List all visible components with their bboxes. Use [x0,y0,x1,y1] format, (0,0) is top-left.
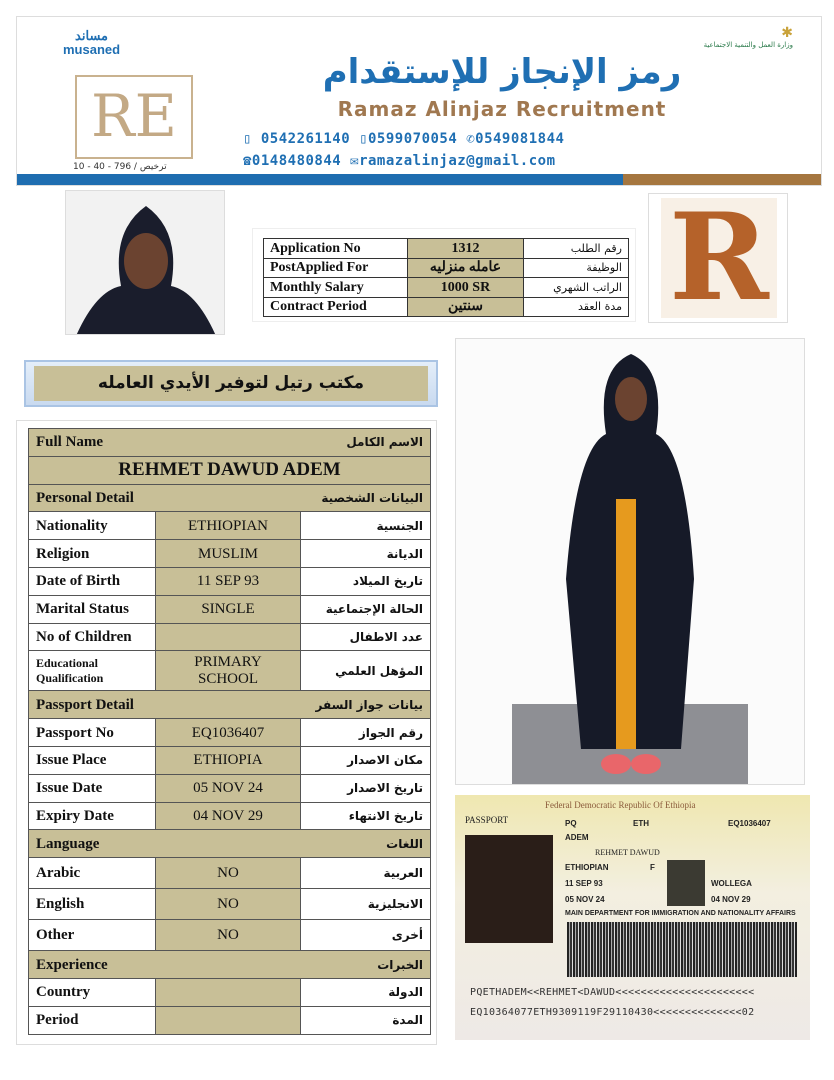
field-label: Expiry Date [29,802,156,830]
passport-pob: WOLLEGA [711,879,752,888]
personal-row [29,540,431,568]
field-value: عامله منزليه [408,258,524,278]
section-header-language [29,830,431,858]
field-label-arabic: الديانة [301,540,431,568]
field-value: EQ1036407 [156,719,301,747]
field-label: Nationality [29,512,156,540]
field-label-arabic: الدولة [301,978,431,1006]
field-label: English [29,889,156,920]
office-logo [648,187,788,328]
field-label-arabic: تاريخ الميلاد [301,567,431,595]
field-label-arabic: مدة العقد [524,297,629,317]
field-value: سنتين [408,297,524,317]
application-row [264,239,629,259]
field-label: Marital Status [29,595,156,623]
passport-ghost-photo [667,860,705,906]
field-label: Issue Place [29,746,156,774]
cv-table [28,428,431,1035]
section-title-arabic: اللغات [386,836,423,851]
passport-label: PASSPORT [465,815,509,825]
field-value: 11 SEP 93 [156,567,301,595]
section-header-passport [29,691,431,719]
passport-given-names: REHMET DAWUD [595,848,660,857]
section-header-personal [29,484,431,512]
field-label-arabic: مكان الاصدار [301,746,431,774]
passport-barcode [567,922,797,977]
experience-row [29,1006,431,1034]
field-value: ETHIOPIA [156,746,301,774]
section-title: Personal Detail [36,489,134,506]
section-title-arabic: الاسم الكامل [346,435,423,450]
field-label-arabic: الحالة الإجتماعية [301,595,431,623]
passport-issue-date: 05 NOV 24 [565,895,605,904]
section-title-arabic: البيانات الشخصية [321,490,423,505]
application-row [264,297,629,317]
field-value: NO [156,920,301,951]
field-label: Monthly Salary [264,278,408,298]
field-label: Other [29,920,156,951]
field-label: No of Children [29,623,156,651]
section-header-full_name [29,429,431,457]
field-label-arabic: تاريخ الانتهاء [301,802,431,830]
phone-numbers: ▯ 0542261140 ▯0599070054 ✆0549081844 [243,131,565,147]
field-label: Religion [29,540,156,568]
passport-type: PQ [565,819,577,828]
field-value: 1312 [408,239,524,259]
language-row [29,858,431,889]
field-value: NO [156,858,301,889]
field-value: NO [156,889,301,920]
tel-email: ☎0148480844 ✉ramazalinjaz@gmail.com [243,153,556,169]
passport-row [29,774,431,802]
field-label-arabic: الجنسية [301,512,431,540]
field-label: PostApplied For [264,258,408,278]
agency-header [16,16,822,186]
field-value: SINGLE [156,595,301,623]
full-body-photo [455,338,805,785]
section-title-arabic: بيانات جواز السفر [315,697,423,712]
field-label-arabic: عدد الاطفال [301,623,431,651]
language-row [29,920,431,951]
passport-row [29,746,431,774]
experience-row [29,978,431,1006]
section-title-arabic: الخبرات [377,957,423,972]
language-row [29,889,431,920]
field-value [156,623,301,651]
application-panel [252,228,636,322]
personal-row [29,651,431,691]
ministry-logo [704,25,793,50]
office-name: مكتب رتيل لتوفير الأيدي العامله [34,366,428,401]
field-label: Issue Date [29,774,156,802]
field-value: 1000 SR [408,278,524,298]
field-label-arabic: تاريخ الاصدار [301,774,431,802]
section-title: Language [36,835,100,852]
field-value: PRIMARY SCHOOL [156,651,301,691]
passport-nationality: ETHIOPIAN [565,863,609,872]
portrait-photo [65,190,225,335]
palm-icon: ✱ [781,25,793,41]
agency-title-arabic: رمز الإنجاز للإستقدام [322,52,682,92]
passport-photo [465,835,553,943]
field-label: Passport No [29,719,156,747]
field-value: MUSLIM [156,540,301,568]
field-label: Contract Period [264,297,408,317]
field-value [156,1006,301,1034]
passport-country: ETH [633,819,649,828]
passport-sex: F [650,863,655,872]
license-number: ترخيص / 796 - 40 - 10 [73,162,167,172]
field-label-arabic: الوظيفة [524,258,629,278]
passport-mrz-line-1: PQETHADEM<<REHMET<DAWUD<<<<<<<<<<<<<<<<<<<<<< [470,987,755,998]
section-title: Experience [36,956,108,973]
passport-number: EQ1036407 [728,819,771,828]
passport-surname: ADEM [565,833,589,842]
passport-scan [455,795,810,1040]
musaned-en: musaned [63,42,121,57]
passport-expiry-date: 04 NOV 29 [711,895,751,904]
header-bar-blue [17,174,623,185]
passport-issuer: Federal Democratic Republic Of Ethiopia [545,800,696,810]
field-label-arabic: المدة [301,1006,431,1034]
agency-logo: RE [75,75,193,159]
musaned-logo [63,29,120,57]
application-table [263,238,629,317]
field-value: 05 NOV 24 [156,774,301,802]
application-row [264,278,629,298]
office-banner [24,360,438,407]
agency-title-english: Ramaz Alinjaz Recruitment [337,97,667,121]
full-name: REHMET DAWUD ADEM [29,456,431,484]
full-name-row [29,456,431,484]
field-label: Application No [264,239,408,259]
passport-mrz-line-2: EQ10364077ETH9309119F29110430<<<<<<<<<<<<<<02 [470,1007,755,1018]
field-label: Period [29,1006,156,1034]
application-row [264,258,629,278]
header-bar-brown [623,174,822,185]
personal-row [29,512,431,540]
field-label-arabic: رقم الطلب [524,239,629,259]
passport-row [29,802,431,830]
personal-row [29,595,431,623]
field-label-arabic: العربية [301,858,431,889]
musaned-ar: مساند [75,28,109,43]
passport-row [29,719,431,747]
field-label: Date of Birth [29,567,156,595]
personal-row [29,623,431,651]
passport-dob: 11 SEP 93 [565,879,603,888]
section-title: Passport Detail [36,696,134,713]
field-label: Arabic [29,858,156,889]
field-value: ETHIOPIAN [156,512,301,540]
section-header-experience [29,951,431,979]
passport-authority: MAIN DEPARTMENT FOR IMMIGRATION AND NATIONALITY AFFAIRS [565,910,796,917]
field-label: Educational Qualification [29,651,156,691]
field-label-arabic: أخرى [301,920,431,951]
field-label-arabic: الانجليزية [301,889,431,920]
office-logo-letter: R [661,198,777,318]
field-value [156,978,301,1006]
cv-panel [16,420,437,1045]
section-title: Full Name [36,434,104,451]
field-label-arabic: المؤهل العلمي [301,651,431,691]
field-label-arabic: الراتب الشهري [524,278,629,298]
personal-row [29,567,431,595]
field-value: 04 NOV 29 [156,802,301,830]
ministry-text: وزارة العمل والتنمية الاجتماعية [703,41,793,49]
field-label: Country [29,978,156,1006]
field-label-arabic: رقم الجواز [301,719,431,747]
